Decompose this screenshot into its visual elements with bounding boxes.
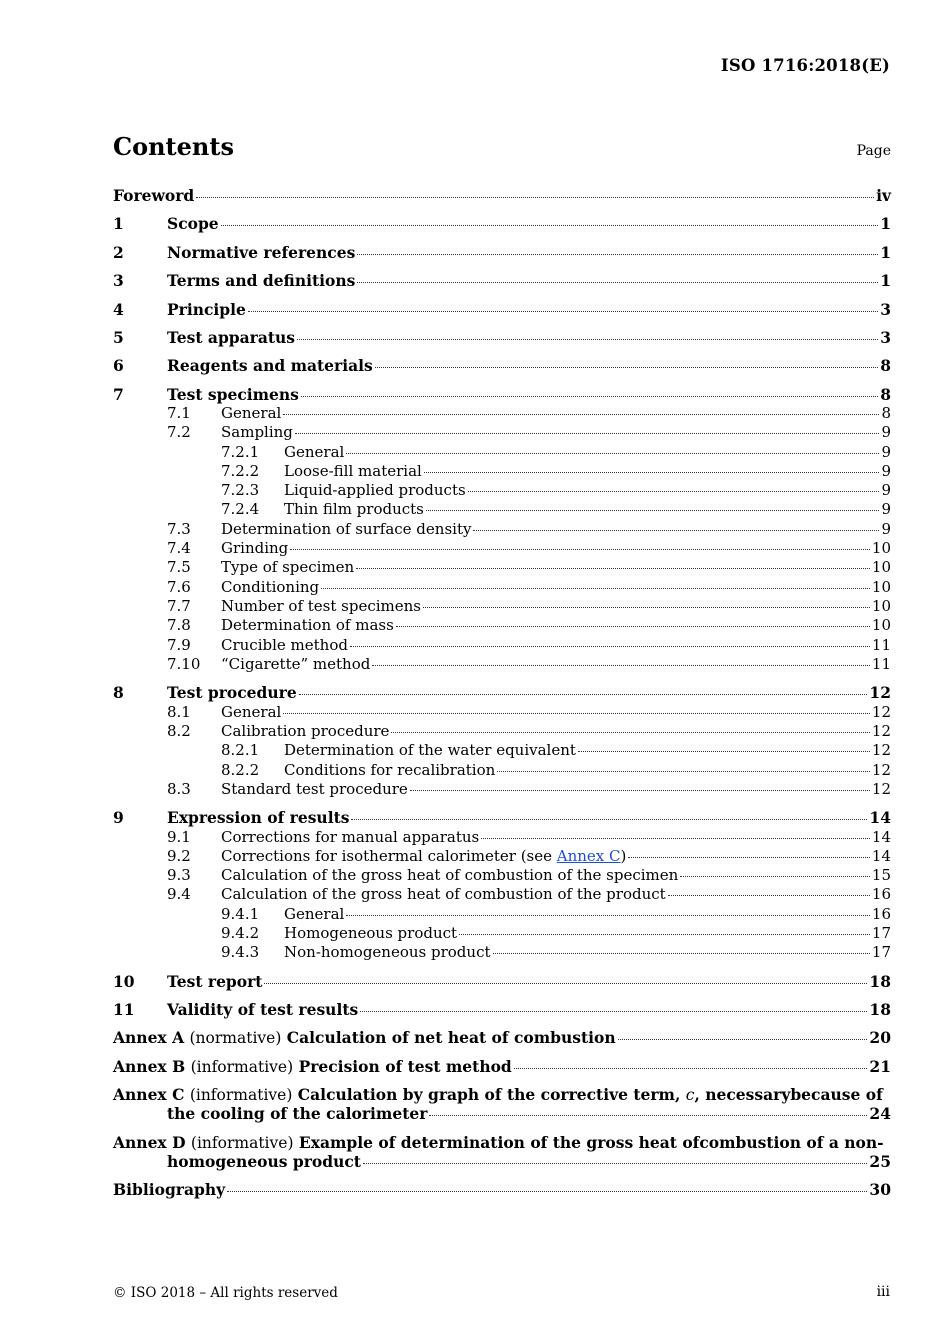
toc-entry[interactable] [221, 481, 891, 499]
toc-entry-page: 9 [881, 520, 891, 538]
toc-entry-title: Terms and definitions [167, 271, 356, 290]
toc-entry-number: 7.3 [167, 520, 191, 538]
toc-entry[interactable] [113, 683, 891, 702]
dot-leader [497, 771, 870, 772]
toc-entry-title-suffix: ) [620, 847, 627, 865]
toc-entry-page: 12 [871, 780, 891, 798]
toc-entry-number: 8.3 [167, 780, 191, 798]
toc-entry-number: 9.4 [167, 885, 191, 903]
toc-entry-number: 10 [113, 972, 135, 991]
annex-c-title-part1: Calculation by graph of the corrective term, [297, 1085, 681, 1104]
toc-entry-title: Calculation of the gross heat of combustion of the specimen [221, 866, 679, 884]
toc-entry-bibliography[interactable] [113, 1180, 891, 1199]
toc-entry-page: 10 [871, 558, 891, 576]
toc-entry-title [221, 847, 626, 865]
toc-entry[interactable] [221, 905, 891, 923]
annex-d-type: (informative) [190, 1134, 294, 1152]
toc-entry-number: 3 [113, 271, 124, 290]
dot-leader [321, 588, 870, 589]
toc-entry[interactable] [167, 780, 891, 798]
dot-leader [290, 549, 870, 550]
toc-entry[interactable] [113, 328, 891, 347]
dot-leader [628, 857, 870, 858]
dot-leader [301, 396, 878, 397]
toc-entry-page: 16 [871, 885, 891, 903]
annex-title: Calculation of net heat of combustion [286, 1028, 616, 1047]
dot-leader [372, 665, 870, 666]
toc-entry-title: Sampling [221, 423, 293, 441]
dot-leader [423, 607, 870, 608]
toc-entry[interactable] [113, 356, 891, 375]
dot-leader [481, 838, 870, 839]
toc-entry-number: 2 [113, 243, 124, 262]
toc-entry[interactable] [221, 761, 891, 779]
toc-entry-page: 12 [871, 761, 891, 779]
copyright-notice: © ISO 2018 – All rights reserved [113, 1285, 338, 1301]
toc-entry-title: Standard test procedure [221, 780, 408, 798]
dot-leader [668, 895, 870, 896]
toc-entry-title: Foreword [113, 186, 195, 205]
toc-entry-title [113, 1057, 512, 1076]
toc-entry-number: 7.5 [167, 558, 191, 576]
toc-entry-page: 15 [871, 866, 891, 884]
annex-label: Annex B [113, 1057, 186, 1076]
toc-entry[interactable] [167, 539, 891, 557]
toc-entry-number: 8.2.2 [221, 761, 260, 779]
toc-entry-number: 9.4.2 [221, 924, 260, 942]
toc-entry-title: Test procedure [167, 683, 297, 702]
toc-entry-number: 9.3 [167, 866, 191, 884]
dot-leader [346, 453, 879, 454]
toc-entry-title: Crucible method [221, 636, 348, 654]
toc-entry[interactable] [113, 214, 891, 233]
toc-entry-annex-d[interactable] [113, 1133, 891, 1171]
page-column-label: Page [856, 143, 891, 159]
toc-entry-page: 11 [871, 636, 891, 654]
annex-d-title-line2: homogeneous product [167, 1152, 361, 1171]
toc-entry-title: Type of specimen [221, 558, 355, 576]
toc-entry-title: Determination of the water equivalent [284, 741, 576, 759]
toc-entry[interactable] [167, 423, 891, 441]
annex-c-type: (informative) [189, 1086, 293, 1104]
dot-leader [473, 530, 879, 531]
toc-entry[interactable] [221, 943, 891, 961]
toc-entry-page: 21 [869, 1057, 891, 1076]
toc-entry-title: Corrections for manual apparatus [221, 828, 480, 846]
toc-entry-page: 12 [871, 722, 891, 740]
toc-entry-number: 7.9 [167, 636, 191, 654]
toc-entry-page: 12 [869, 683, 891, 702]
toc-entry-number: 5 [113, 328, 124, 347]
toc-entry-number: 8.2.1 [221, 741, 260, 759]
toc-entry[interactable] [221, 500, 891, 518]
toc-entry-page: 10 [871, 539, 891, 557]
annex-d-title-line1: Example of determination of the gross heat ofcombustion of a non- [298, 1133, 884, 1152]
dot-leader [221, 225, 879, 226]
toc-entry-title: Thin film products [284, 500, 424, 518]
toc-entry[interactable] [113, 271, 891, 290]
toc-entry-title: General [221, 404, 282, 422]
toc-entry[interactable] [221, 924, 891, 942]
toc-entry-title: Determination of mass [221, 616, 394, 634]
toc-entry[interactable] [113, 808, 891, 827]
toc-entry-title: Determination of surface density [221, 520, 472, 538]
toc-entry[interactable] [167, 636, 891, 654]
toc-entry-number: 8.1 [167, 703, 191, 721]
dot-leader [514, 1068, 868, 1069]
annex-c-label: Annex C [113, 1085, 185, 1104]
toc-entry[interactable] [113, 1028, 891, 1047]
toc-entry-page: 20 [869, 1028, 891, 1047]
dot-leader [295, 433, 880, 434]
toc-entry-number: 6 [113, 356, 124, 375]
annex-c-title-part2: , necessarybecause of [694, 1085, 883, 1104]
dot-leader [396, 626, 870, 627]
toc-entry-number: 9.4.1 [221, 905, 260, 923]
dot-leader [410, 790, 870, 791]
dot-leader [264, 983, 867, 984]
dot-leader [351, 819, 867, 820]
toc-entry-title: Calibration procedure [221, 722, 390, 740]
toc-entry[interactable] [167, 847, 891, 865]
toc-entry-number: 7.8 [167, 616, 191, 634]
toc-entry-number: 4 [113, 300, 124, 319]
toc-entry[interactable] [113, 186, 891, 205]
toc-entry-title: Scope [167, 214, 219, 233]
annex-c-link[interactable]: Annex C [556, 847, 621, 865]
toc-entry-annex-c[interactable] [113, 1085, 891, 1123]
toc-entry-title: Grinding [221, 539, 289, 557]
toc-entry-number: 7.1 [167, 404, 191, 422]
dot-leader [196, 197, 874, 198]
toc-entry-number: 7.7 [167, 597, 191, 615]
dot-leader [375, 367, 878, 368]
toc-entry[interactable] [167, 597, 891, 615]
toc-entry[interactable] [167, 885, 891, 903]
toc-entry-page: 1 [880, 214, 891, 233]
toc-entry[interactable] [221, 462, 891, 480]
dot-leader [357, 254, 878, 255]
dot-leader [346, 915, 870, 916]
toc-entry-number: 8.2 [167, 722, 191, 740]
toc-entry[interactable] [167, 520, 891, 538]
toc-entry-page: 16 [871, 905, 891, 923]
toc-entry-title [113, 1028, 616, 1047]
toc-entry-page: 11 [871, 655, 891, 673]
toc-entry-title: General [284, 905, 345, 923]
toc-entry-page: 1 [880, 243, 891, 262]
toc-entry-title: Principle [167, 300, 246, 319]
dot-leader [426, 510, 880, 511]
toc-entry-page: 14 [869, 808, 891, 827]
toc-entry[interactable] [167, 655, 891, 673]
toc-entry-title: Conditioning [221, 578, 320, 596]
toc-entry-title: General [221, 703, 282, 721]
dot-leader [618, 1039, 868, 1040]
dot-leader [357, 282, 878, 283]
toc-entry-title: Test report [167, 972, 263, 991]
toc-entry-number: 7.2.4 [221, 500, 260, 518]
toc-entry-number: 1 [113, 214, 124, 233]
toc-entry-title: “Cigarette” method [221, 655, 371, 673]
toc-entry[interactable] [167, 578, 891, 596]
toc-entry-number: 7.2.1 [221, 443, 260, 461]
toc-entry[interactable] [113, 385, 891, 404]
toc-entry-number: 7.4 [167, 539, 191, 557]
toc-entry-title: Conditions for recalibration [284, 761, 496, 779]
toc-entry-page: 3 [880, 300, 891, 319]
toc-entry-page: 9 [881, 443, 891, 461]
toc-entry[interactable] [221, 443, 891, 461]
toc-entry-page: 14 [871, 828, 891, 846]
toc-entry[interactable] [167, 828, 891, 846]
toc-entry-page: 8 [880, 356, 891, 375]
toc-entry-number: 9.1 [167, 828, 191, 846]
toc-entry[interactable] [113, 1057, 891, 1076]
toc-entry[interactable] [167, 616, 891, 634]
toc-entry[interactable] [167, 722, 891, 740]
dot-leader [297, 339, 878, 340]
dot-leader [459, 934, 870, 935]
toc-entry-page: 10 [871, 616, 891, 634]
toc-entry-page: 9 [881, 423, 891, 441]
annex-type: (informative) [190, 1058, 294, 1076]
toc-entry-page: 30 [869, 1180, 891, 1199]
toc-entry-number: 7.10 [167, 655, 201, 673]
toc-entry-page: 12 [871, 741, 891, 759]
toc-entry-title: Homogeneous product [284, 924, 458, 942]
dot-leader [227, 1191, 867, 1192]
annex-c-page: 24 [869, 1104, 891, 1123]
toc-entry-page: 1 [880, 271, 891, 290]
dot-leader [283, 414, 879, 415]
dot-leader [248, 311, 878, 312]
toc-entry-title-text: Corrections for isothermal calorimeter (see [221, 847, 557, 865]
dot-leader [468, 491, 880, 492]
toc-entry-page: 17 [871, 943, 891, 961]
annex-title: Precision of test method [298, 1057, 512, 1076]
toc-entry-number: 7.2 [167, 423, 191, 441]
dot-leader [429, 1115, 867, 1116]
annex-c-title-line2: the cooling of the calorimeter [167, 1104, 428, 1123]
toc-entry[interactable] [113, 1000, 891, 1019]
toc-entry[interactable] [167, 703, 891, 721]
toc-entry-page: 14 [871, 847, 891, 865]
toc-entry-title: Normative references [167, 243, 356, 262]
toc-entry-title: General [284, 443, 345, 461]
toc-entry-page: 3 [880, 328, 891, 347]
annex-label: Annex A [113, 1028, 185, 1047]
toc-entry[interactable] [167, 866, 891, 884]
toc-entry-title: Test apparatus [167, 328, 296, 347]
toc-entry-number: 7 [113, 385, 124, 404]
toc-entry-page: 9 [881, 481, 891, 499]
toc-entry-page: 18 [869, 972, 891, 991]
annex-d-label: Annex D [113, 1133, 186, 1152]
toc-entry[interactable] [113, 243, 891, 262]
toc-entry-page: 9 [881, 500, 891, 518]
toc-entry-number: 11 [113, 1000, 135, 1019]
toc-entry[interactable] [113, 300, 891, 319]
dot-leader [391, 732, 870, 733]
dot-leader [283, 713, 870, 714]
dot-leader [424, 472, 880, 473]
dot-leader [578, 751, 870, 752]
dot-leader [299, 694, 868, 695]
toc-entry-page: 10 [871, 597, 891, 615]
toc-entry-title: Validity of test results [167, 1000, 359, 1019]
toc-entry-page: 17 [871, 924, 891, 942]
toc-entry-number: 7.2.3 [221, 481, 260, 499]
toc-entry-number: 8 [113, 683, 124, 702]
toc-entry[interactable] [221, 741, 891, 759]
dot-leader [493, 953, 870, 954]
toc-entry[interactable] [167, 558, 891, 576]
toc-entry-page: 12 [871, 703, 891, 721]
dot-leader [350, 646, 870, 647]
toc-entry-page: 8 [881, 404, 891, 422]
dot-leader [360, 1011, 867, 1012]
dot-leader [680, 876, 870, 877]
toc-entry-title: Loose-fill material [284, 462, 422, 480]
annex-c-symbol: c [685, 1086, 695, 1104]
toc-entry-title: Test specimens [167, 385, 299, 404]
toc-entry-page: 8 [880, 385, 891, 404]
toc-entry-number: 7.2.2 [221, 462, 260, 480]
dot-leader [363, 1163, 867, 1164]
toc-entry-title: Expression of results [167, 808, 350, 827]
toc-entry-number: 7.6 [167, 578, 191, 596]
document-id: ISO 1716:2018(E) [720, 56, 890, 75]
toc-entry-title: Liquid-applied products [284, 481, 466, 499]
toc-entry-title: Number of test specimens [221, 597, 422, 615]
toc-entry-number: 9.4.3 [221, 943, 260, 961]
dot-leader [356, 568, 870, 569]
annex-d-page: 25 [869, 1152, 891, 1171]
toc-entry-number: 9.2 [167, 847, 191, 865]
page-number: iii [876, 1284, 890, 1300]
toc-entry[interactable] [113, 972, 891, 991]
page-title: Contents [113, 132, 234, 161]
toc-entry-page: iv [876, 186, 891, 205]
toc-entry-page: 10 [871, 578, 891, 596]
toc-entry[interactable] [167, 404, 891, 422]
toc-entry-page: 18 [869, 1000, 891, 1019]
toc-entry-number: 9 [113, 808, 124, 827]
toc-entry-title: Bibliography [113, 1180, 226, 1199]
toc-entry-title: Calculation of the gross heat of combustion of the product [221, 885, 666, 903]
toc-entry-page: 9 [881, 462, 891, 480]
toc-entry-title: Reagents and materials [167, 356, 373, 375]
annex-type: (normative) [189, 1029, 282, 1047]
toc-entry-title: Non-homogeneous product [284, 943, 491, 961]
